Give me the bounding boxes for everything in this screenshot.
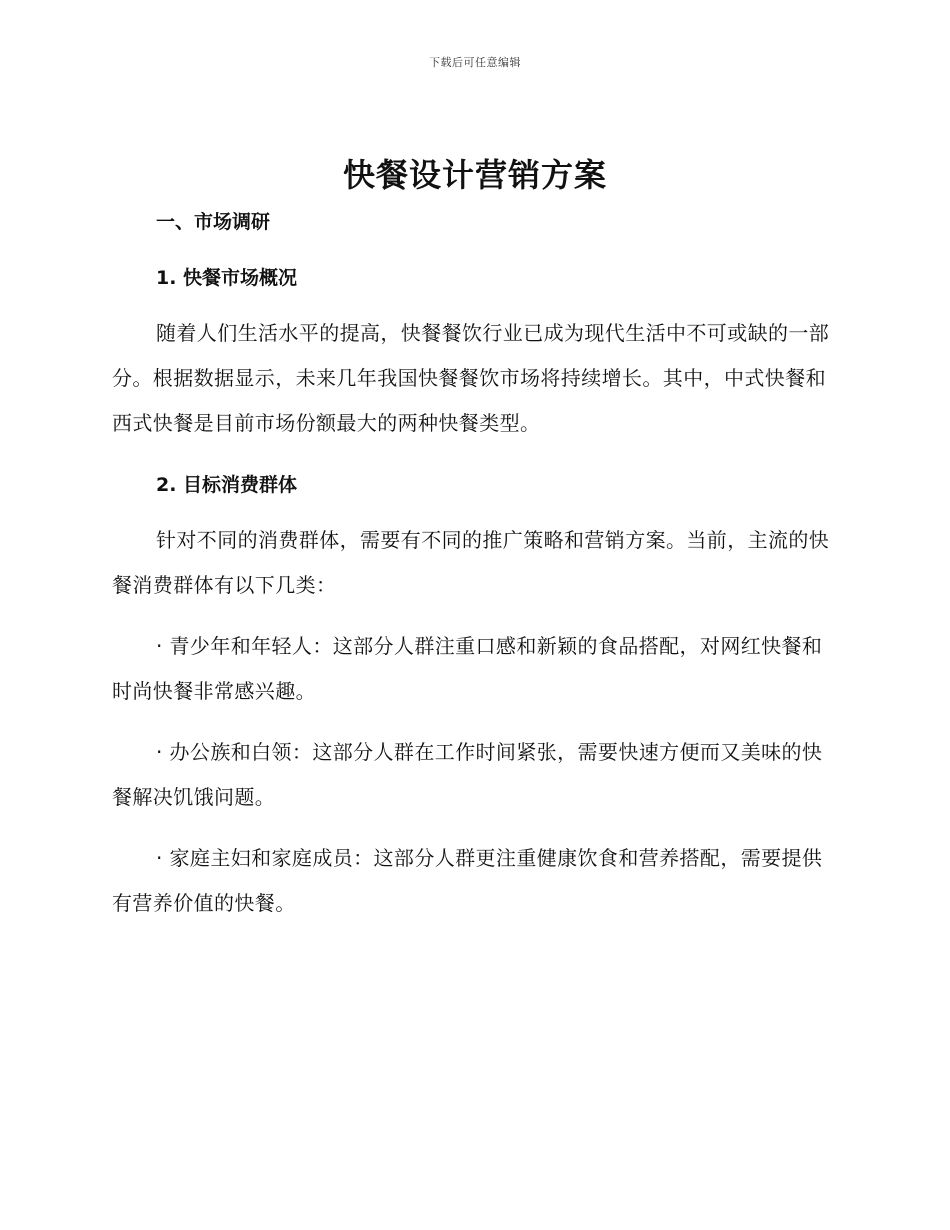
document-title: 快餐设计营销方案 (342, 156, 607, 194)
list-item-office-workers: · 办公族和白领：这部分人群在工作时间紧张，需要快速方便而又美味的快餐解决饥饿问题。 (112, 740, 823, 809)
paragraph-market-overview: 随着人们生活水平的提高，快餐餐饮行业已成为现代生活中不可或缺的一部分。根据数据显示，未来几年我国快餐餐饮市场将持续增长。其中，中式快餐和西式快餐是目前市场份额最大的两种快餐类型。 (112, 321, 830, 435)
list-item-families: · 家庭主妇和家庭成员：这部分人群更注重健康饮食和营养搭配，需要提供有营养价值的快餐。 (112, 846, 823, 915)
section-heading-market-research: 一、市场调研 (156, 211, 271, 233)
header-note: 下载后可任意编辑 (429, 56, 521, 69)
document-body (112, 205, 832, 926)
subsection-heading-market-overview: 1. 快餐市场概况 (156, 267, 298, 289)
subsection-heading-target-consumers: 2. 目标消费群体 (156, 474, 298, 496)
list-item-youth: · 青少年和年轻人：这部分人群注重口感和新颖的食品搭配，对网红快餐和时尚快餐非常感兴趣。 (112, 634, 823, 703)
paragraph-target-consumers: 针对不同的消费群体，需要有不同的推广策略和营销方案。当前，主流的快餐消费群体有以下几类： (112, 528, 830, 597)
